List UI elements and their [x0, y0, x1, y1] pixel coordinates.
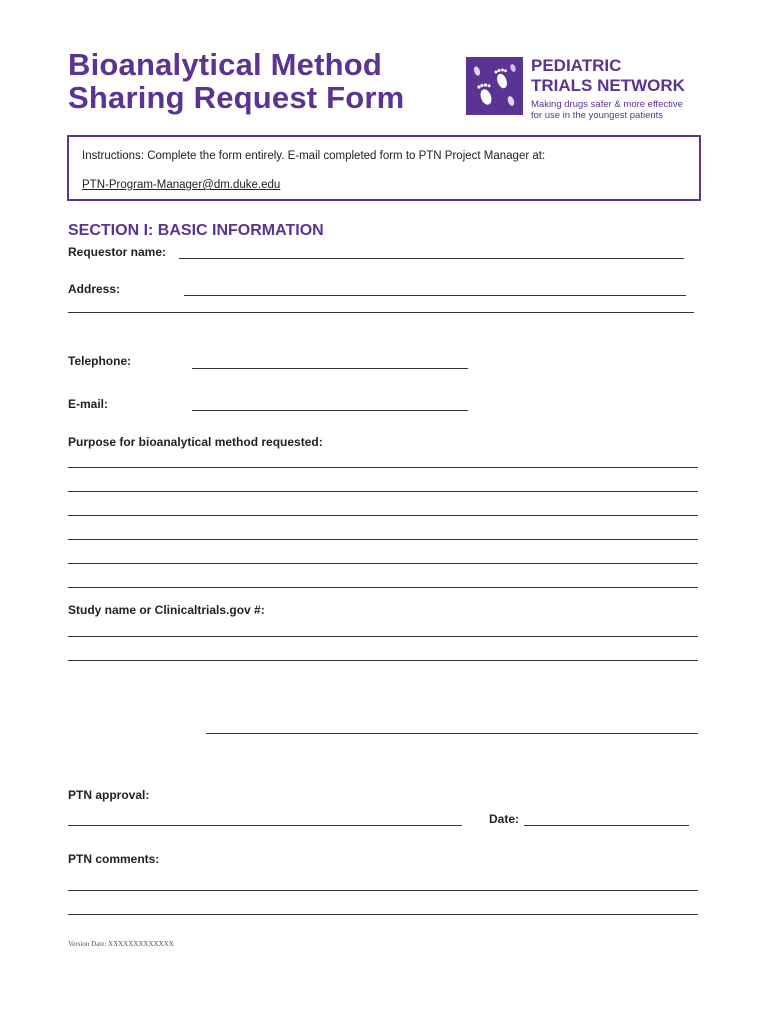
- title-line-1: Bioanalytical Method: [68, 47, 383, 82]
- email-label: E-mail:: [68, 397, 109, 411]
- logo-name-line-1: PEDIATRIC: [531, 56, 622, 75]
- requestor-name-field[interactable]: [179, 258, 684, 259]
- telephone-label: Telephone:: [68, 354, 132, 368]
- title-line-2: Sharing Request Form: [68, 80, 405, 115]
- logo-tagline: [531, 99, 683, 121]
- telephone-field[interactable]: [192, 368, 468, 369]
- purpose-field-line[interactable]: [68, 515, 698, 516]
- form-title: [68, 48, 404, 114]
- study-name-field-line[interactable]: [68, 660, 698, 661]
- date-field[interactable]: [524, 825, 689, 826]
- address-field-line-2[interactable]: [68, 312, 694, 313]
- requestor-name-label: Requestor name:: [68, 245, 167, 259]
- logo-tagline-line-2: for use in the youngest patients: [531, 110, 664, 121]
- address-label: Address:: [68, 282, 121, 296]
- purpose-field-line[interactable]: [68, 539, 698, 540]
- purpose-label: Purpose for bioanalytical method requested:: [68, 435, 323, 449]
- ptn-approval-field[interactable]: [68, 825, 462, 826]
- logo-tagline-line-1: Making drugs safer & more effective: [531, 99, 683, 110]
- purpose-field-line[interactable]: [68, 587, 698, 588]
- instructions-box: [67, 135, 701, 201]
- ptn-comments-field-line[interactable]: [68, 890, 698, 891]
- study-name-field-line[interactable]: [68, 636, 698, 637]
- purpose-field-line[interactable]: [68, 563, 698, 564]
- instructions-text: Instructions: Complete the form entirely. E-mail completed form to PTN Project Manager at:: [82, 150, 546, 162]
- footprints-icon: [466, 57, 523, 115]
- ptn-comments-field-line[interactable]: [68, 914, 698, 915]
- version-date: Version Date: XXXXXXXXXXXXX: [68, 940, 174, 948]
- address-field-line-1[interactable]: [184, 295, 686, 296]
- section-heading: SECTION I: BASIC INFORMATION: [68, 222, 324, 239]
- ptn-approval-label: PTN approval:: [68, 788, 150, 802]
- signature-line[interactable]: [206, 733, 698, 734]
- study-name-label: Study name or Clinicaltrials.gov #:: [68, 603, 265, 617]
- email-field[interactable]: [192, 410, 468, 411]
- date-label: Date:: [489, 812, 520, 826]
- instructions-email-link[interactable]: PTN-Program-Manager@dm.duke.edu: [82, 179, 281, 191]
- ptn-comments-label: PTN comments:: [68, 852, 160, 866]
- logo-name-line-2: TRIALS NETWORK: [531, 76, 685, 95]
- logo-name: [531, 56, 685, 96]
- purpose-field-line[interactable]: [68, 467, 698, 468]
- purpose-field-line[interactable]: [68, 491, 698, 492]
